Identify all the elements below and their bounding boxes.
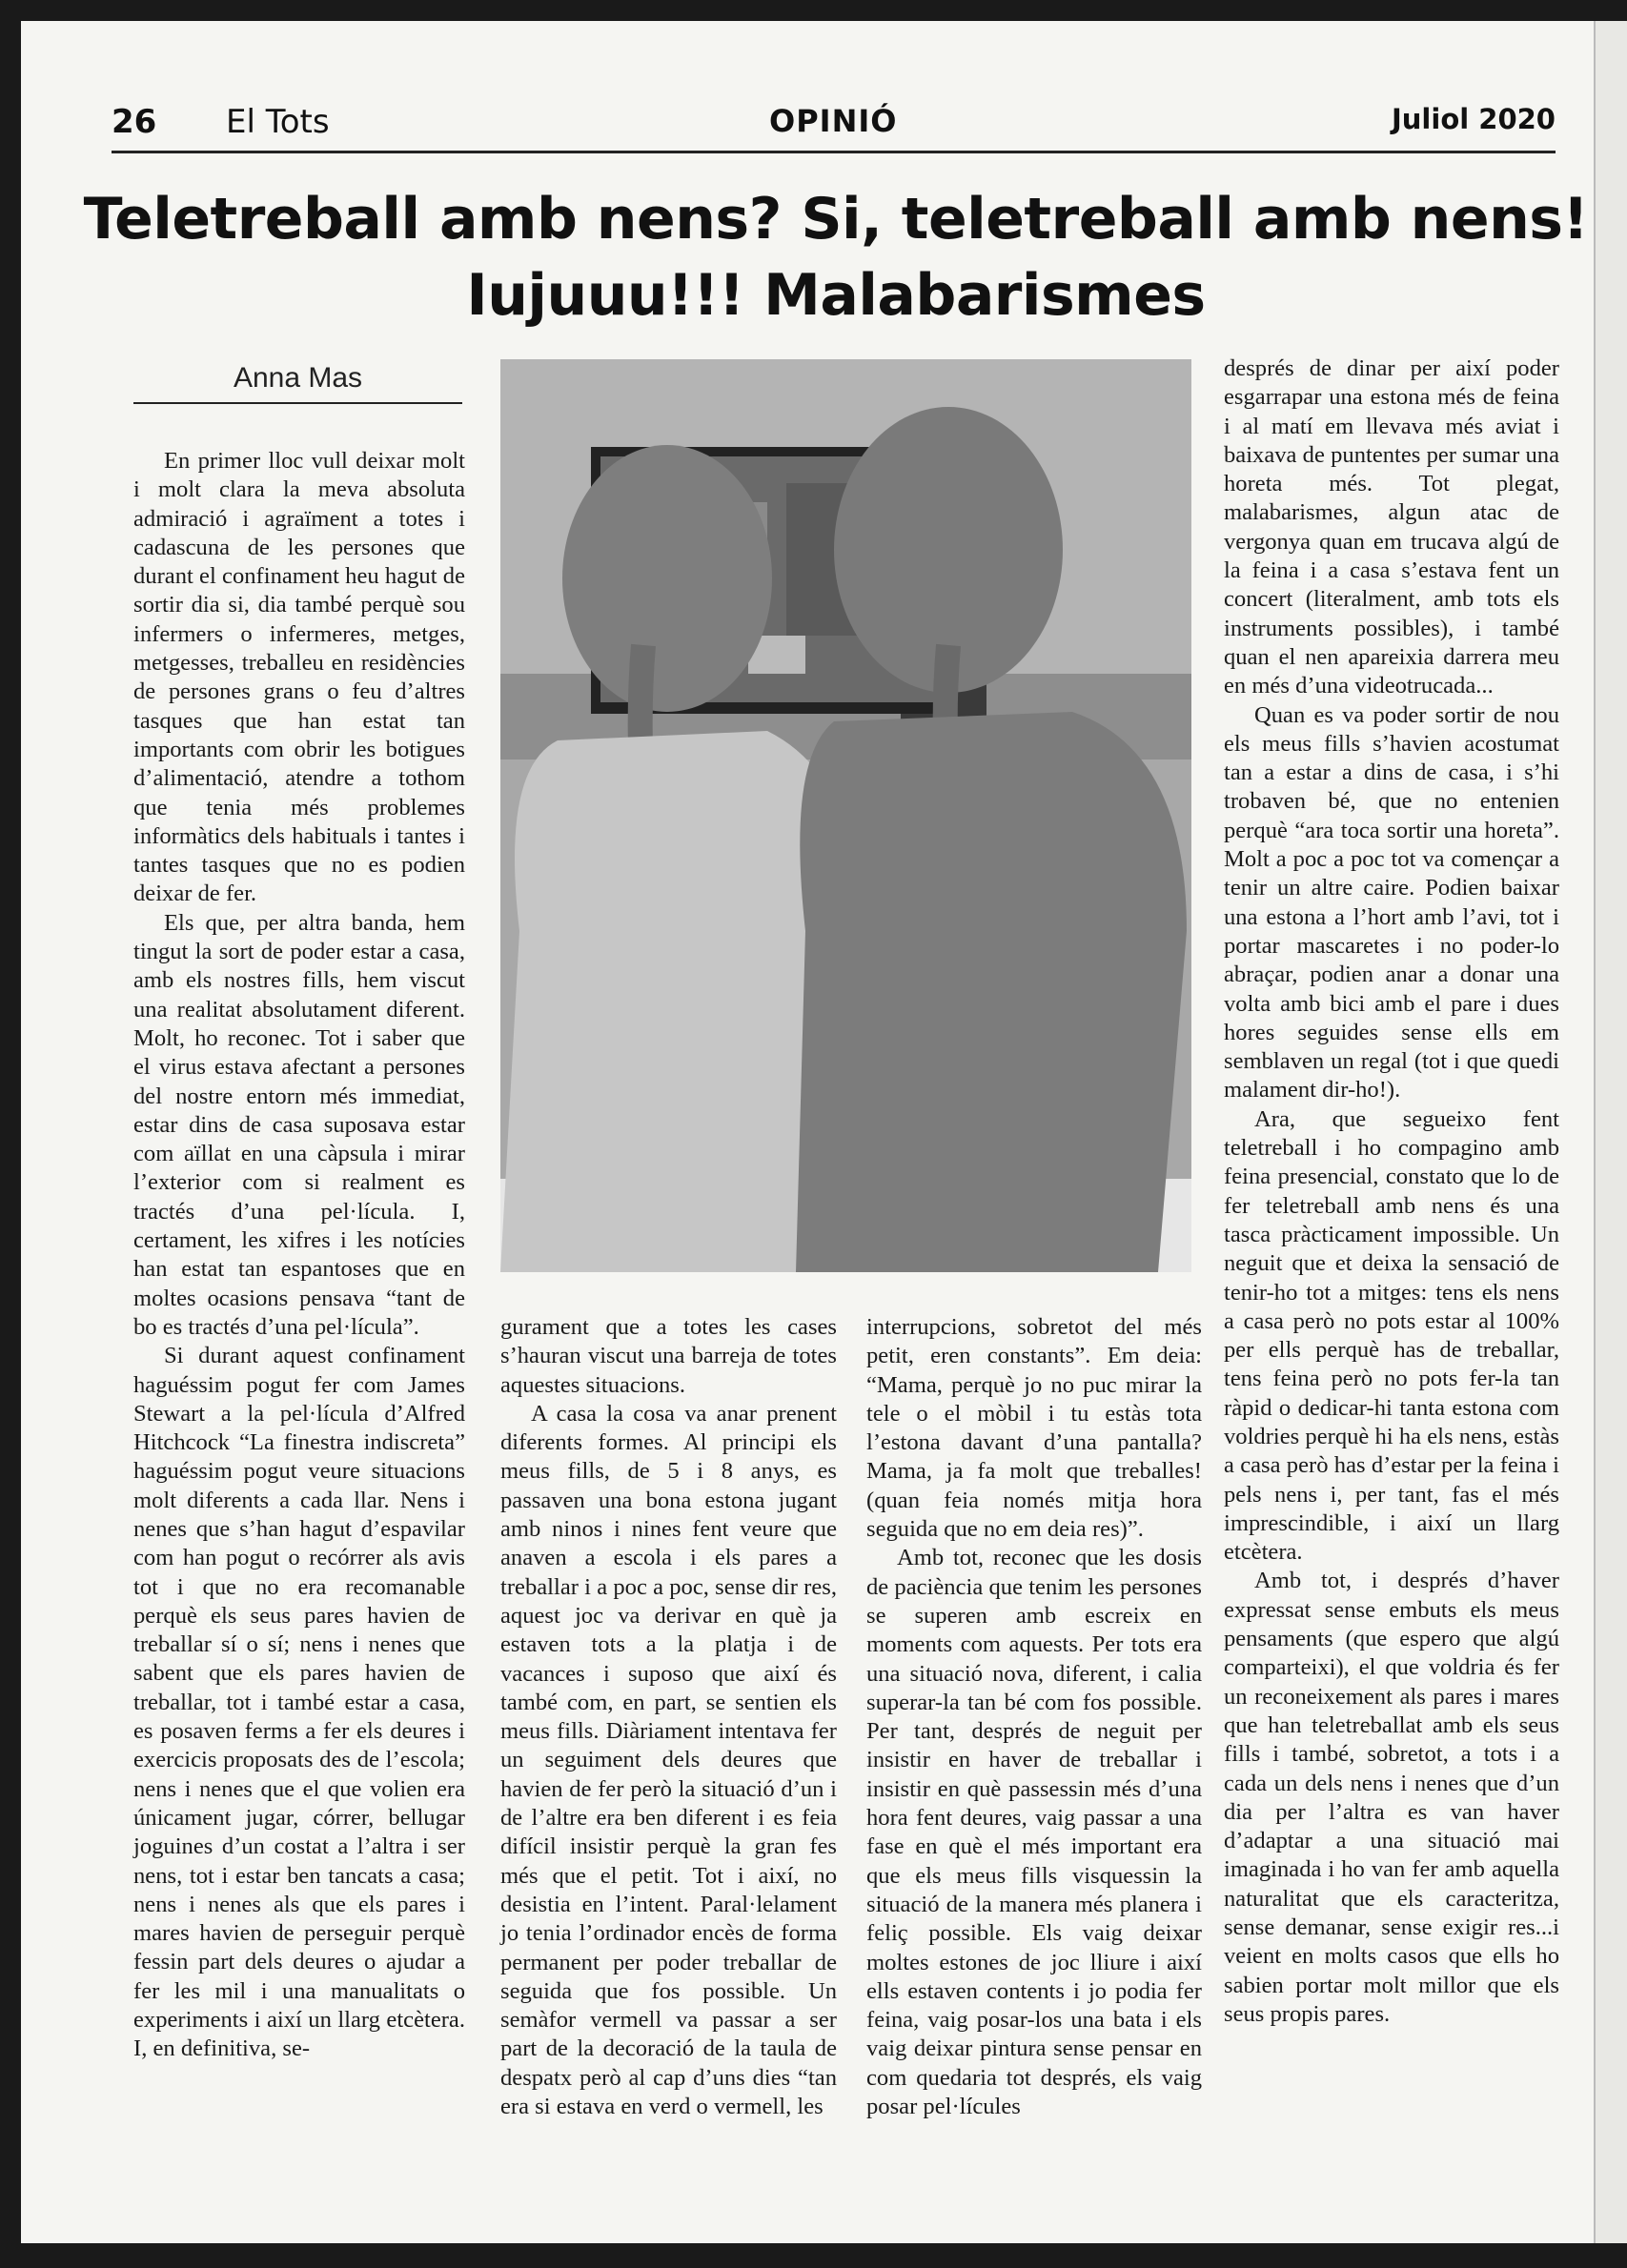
- text-column-1: [133, 447, 465, 2064]
- paragraph: Amb tot, reconec que les dosis de paciència que tenim les persones se superen amb escreix en moments com aquests. Per tots era una situació nova, diferent, i calia superar-la tan bé com fos possible. Per tant, després de neguit per insistir en haver de treballar i insistir en què passessin més d’una hora fent deures, vaig passar a una fase en què el més important era que els meus fills visquessin la situació de la manera més planera i feliç possible. Els vaig deixar moltes estones de joc lliure i així ells estaven contents i jo podia fer feina, vaig posar-los una bata i els vaig deixar pintura sense pensar en com quedaria tot després, els vaig posar pel·lícules: [866, 1545, 1202, 2120]
- next-page-edge: [1594, 21, 1627, 2243]
- article-title-line-2: Iujuuu!!! Malabarismes: [466, 262, 1206, 329]
- text-column-3: [866, 1313, 1202, 2121]
- page-number: 26: [112, 103, 157, 141]
- section-name: OPINIÓ: [769, 103, 898, 139]
- paragraph: Quan es va poder sortir de nou els meus fills s’havien acostumat tan a estar a dins de casa, i s’hi trobaven bé, que no entenien perquè “ara toca sortir una horeta”. Molt a poc a poc tot va començar a tenir un altre caire. Podien baixar una estona a l’hort amb l’avi, tot i portar mascaretes i no poder-lo abraçar, podien anar a donar una volta amb bici amb el pare i dues hores seguides sense ells em semblaven un regal (tot i que quedi malament dir-ho!).: [1224, 701, 1559, 1104]
- magazine-page: [21, 21, 1594, 2243]
- paragraph: En primer lloc vull deixar molt i molt clara la meva absoluta admiració i agraïment a totes i cadascuna de les persones que durant el confinament heu hagut de sortir dia si, dia també perquè sou infermers o infermeres, metges, metgesses, treballeu en residències de persones grans o feu d’altres tasques que han estat tan importants com obrir les botigues d’alimentació, atendre a tothom que tenia més problemes informàtics dels habituals i tantes i tantes tasques que no es podien deixar de fer.: [133, 448, 465, 907]
- paragraph: Els que, per altra banda, hem tingut la sort de poder estar a casa, amb els nostres fills, hem viscut una realitat absolutament diferent. Molt, ho reconec. Tot i saber que el virus estava afectant a persones del nostre entorn més immediat, estar dins de casa suposava estar com aïllat en una càpsula i mirar l’exterior com si realment es tractés d’una pel·lícula. I, certament, les xifres i les notícies han estat tan espantoses que en moltes ocasions pensava “tant de bo es tractés d’una pel·lícula”.: [133, 909, 465, 1340]
- paragraph: interrupcions, sobretot del més petit, eren constants”. Em deia: “Mama, perquè jo no puc mirar la tele o el mòbil i tu estàs tota l’estona davant d’una pantalla? Mama, ja fa molt que treballes! (quan feia només mitja hora seguida que no em deia res)”.: [866, 1314, 1202, 1543]
- paragraph: gurament que a totes les cases s’hauran viscut una barreja de totes aquestes situacions.: [500, 1314, 837, 1398]
- article-photo: [500, 359, 1191, 1272]
- article-title: [78, 181, 1594, 334]
- article-title-line-1: Teletreball amb nens? Si, teletreball amb nens!: [83, 186, 1589, 253]
- paragraph: A casa la cosa va anar prenent diferents formes. Al principi els meus fills, de 5 i 8 anys, es passaven una bona estona jugant amb ninos i nines fent veure que anaven a escola i els pares a treballar i a poc a poc, sense dir res, aquest joc va derivar en què ja estaven tots a la platja i de vacances i suposo que així és també com, en part, se sentien els meus fills. Diàriament intentava fer un seguiment dels deures que havien de fer però la situació d’un i de l’altre era ben diferent i es feia difícil insistir perquè la gran fes més que el petit. Tot i així, no desistia en l’intent. Paral·lelament jo tenia l’ordinador encès de forma permanent per poder treballar de seguida que fos possible. Un semàfor vermell va passar a ser part de la decoració de la taula de despatx però al cap d’uns dies “tan era si estava en verd o vermell, les: [500, 1400, 837, 2120]
- paragraph: Amb tot, i després d’haver expressat sense embuts els meus pensaments (que espero que algú comparteixi), el que voldria és fer un reconeixement als pares i mares que han teletreballat amb els seus fills i també, sobretot, a tots i a cada un dels nens i nenes que d’un dia per l’altra es van haver d’adaptar a una situació mai imaginada i ho van fer amb aquella naturalitat que els caracteritza, sense demanar, sense exigir res...i veient en molts casos que ells ho sabien portar molt millor que els seus propis pares.: [1224, 1568, 1559, 2027]
- paragraph: després de dinar per així poder esgarrapar una estona més de feina i al matí em llevava més aviat i baixava de puntentes per sumar una horeta més. Tot plegat, malabarismes, algun atac de vergonya quan em trucava algú de la feina i a casa s’estava fent un concert (literalment, amb tots els instruments possibles), i també quan el nen apareixia darrera meu en més d’una videotrucada...: [1224, 355, 1559, 699]
- article-author: Anna Mas: [133, 362, 462, 404]
- paragraph: Si durant aquest confinament haguéssim pogut fer com James Stewart a la pel·lícula d’Alfred Hitchcock “La finestra indiscreta” haguéssim pogut veure situacions molt diferents a cada llar. Nens i nenes que s’han hagut d’espavilar com han pogut o recórrer als avis tot i que no era recomanable perquè els seus pares havien de treballar sí o sí; nens i nenes que sabent que els pares havien de treballar, tot i també estar a casa, es posaven ferms a fer els deures i exercicis proposats des de l’escola; nens i nenes que el que volien era únicament jugar, córrer, bellugar joguines d’un costat a l’altra i ser nens, tot i estar ben tancats a casa; nens i nenes als que els pares i mares havien de perseguir perquè fessin part dels deures o ajudar a fer les mil i una manualitats o experiments i així un llarg etcètera. I, en definitiva, se-: [133, 1343, 465, 2062]
- paragraph: Ara, que segueixo fent teletreball i ho compagino amb feina presencial, constato que lo de fer teletreball amb nens és una tasca pràcticament impossible. Un neguit que et deixa la sensació de tenir-ho tot a mitges: tens els nens a casa però no pots estar al 100% per ells perquè has de treballar, tens feina però no pots fer-la tan ràpid o dedicar-hi tanta estona com voldries perquè hi ha els nens, estàs a casa però has d’estar per la feina i pels nens i, per tant, fas el més imprescindible, i així un llarg etcètera.: [1224, 1105, 1559, 1566]
- children-watching-tv-illustration: [500, 359, 1191, 1272]
- page-header: [112, 90, 1556, 153]
- text-column-2: [500, 1313, 837, 2121]
- issue-date: Juliol 2020: [1392, 103, 1556, 135]
- text-column-4: [1224, 354, 1559, 2029]
- publication-name: El Tots: [226, 103, 330, 141]
